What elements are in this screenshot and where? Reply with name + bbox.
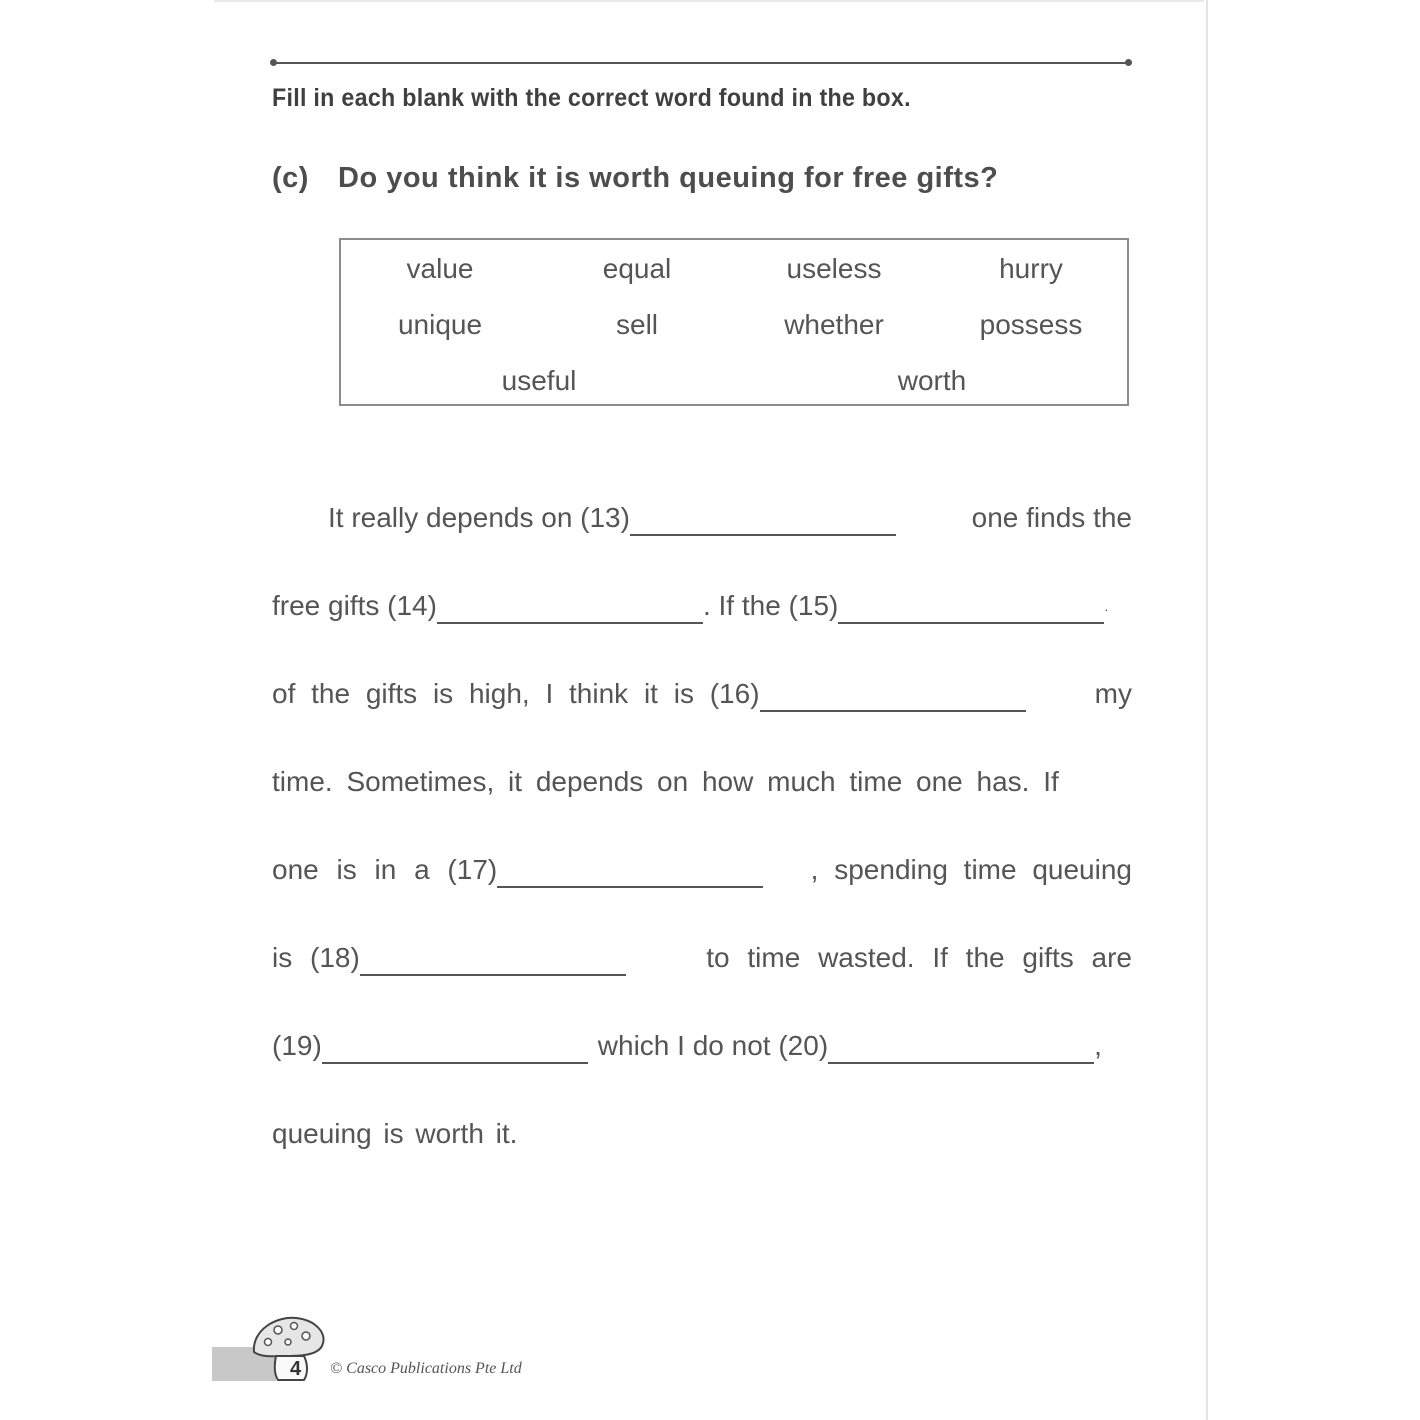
word-option: equal [602, 253, 672, 284]
passage-line [272, 676, 1132, 712]
passage-text: my [1094, 678, 1132, 709]
word-option: unique [397, 309, 483, 340]
passage-line [272, 588, 1132, 624]
blank-18[interactable] [360, 944, 626, 976]
instruction-text: Fill in each blank with the correct word found in the box. [272, 84, 911, 112]
blank-20[interactable] [828, 1032, 1094, 1064]
word-option: useless [786, 253, 882, 284]
passage-text: one finds the [971, 502, 1132, 533]
passage-text: is (18) [272, 942, 360, 973]
section-divider [273, 62, 1129, 64]
blank-15[interactable] [838, 592, 1104, 624]
divider-dot-right [1125, 59, 1132, 66]
mushroom-icon [248, 1312, 328, 1382]
passage-line [272, 764, 1132, 800]
word-option: value [406, 253, 474, 284]
blank-14[interactable] [437, 592, 703, 624]
question-number: (c) [272, 162, 309, 194]
passage-text: . [1104, 598, 1109, 614]
passage-text: which I do not (20) [597, 1030, 829, 1061]
passage-text: free gifts (14) [272, 590, 437, 621]
blank-17[interactable] [497, 856, 763, 888]
passage-text: , spending time queuing [810, 854, 1132, 885]
passage-line [272, 1116, 1132, 1152]
page-top-edge [214, 0, 1204, 2]
passage-text: . If the (15) [702, 590, 839, 621]
passage-text: (19) [272, 1030, 322, 1061]
copyright-text: © Casco Publications Pte Ltd [330, 1360, 522, 1377]
passage-line [272, 500, 1132, 536]
passage-line [272, 852, 1132, 888]
word-option: whether [784, 309, 884, 340]
passage-line [272, 1028, 1132, 1064]
word-box [339, 238, 1129, 406]
blank-13[interactable] [630, 504, 896, 536]
passage-text: of the gifts is high, I think it is (16) [272, 678, 760, 709]
passage-text: time. Sometimes, it depends on how much time one has. If [272, 766, 1059, 797]
divider-dot-left [270, 59, 277, 66]
passage-text: to time wasted. If the gifts are [706, 942, 1132, 973]
passage-text: queuing is worth it. [272, 1118, 518, 1149]
passage-text: It really depends on (13) [328, 502, 630, 533]
question-text: Do you think it is worth queuing for free gifts? [338, 162, 999, 194]
passage-text: , [1094, 1030, 1102, 1061]
page-number: 4 [290, 1358, 302, 1380]
blank-19[interactable] [322, 1032, 588, 1064]
word-option: useful [501, 365, 577, 396]
word-option: sell [615, 309, 659, 340]
passage-text: one is in a (17) [272, 854, 498, 885]
page-right-edge [1206, 0, 1208, 1420]
passage-line [272, 940, 1132, 976]
word-option: worth [897, 365, 967, 396]
blank-16[interactable] [760, 680, 1026, 712]
question-heading [272, 162, 998, 195]
word-option: hurry [999, 253, 1063, 284]
word-option: possess [979, 309, 1083, 340]
